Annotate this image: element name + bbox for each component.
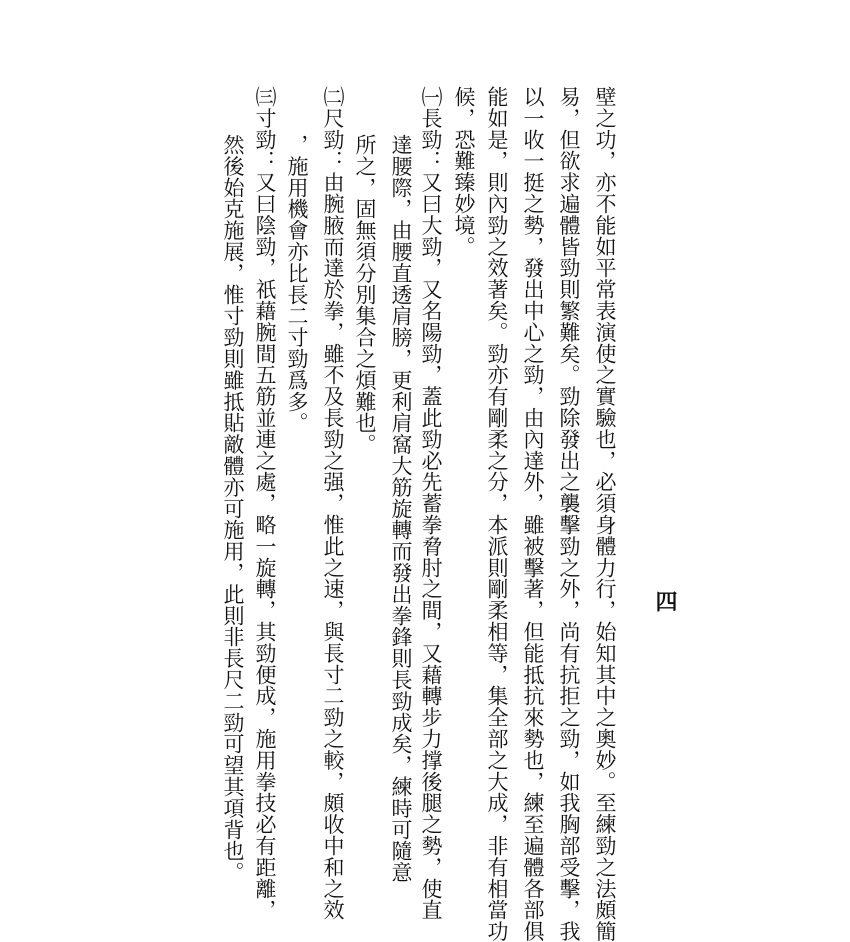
text-column-4: 能如是，則內勁之效著矣。勁亦有剛柔之分，本派則剛柔相等，集全部之大成，非有相當功 [485,86,509,942]
text-column-1: 壁之功，亦不能如平常表演使之實驗也，必須身體力行，始知其中之奧妙。至練勁之法頗簡 [593,86,617,942]
long-force-continuation-2: 所之，固無須分別集合之煩難也。 [353,134,377,455]
text-column-5: 候，恐難臻妙境。 [452,86,476,258]
foot-force-continuation: ，施用機會亦比長二寸勁爲多。 [285,134,309,434]
page-number: 四 [652,590,678,612]
inch-force-heading-column: ㈢寸勁：又曰陰勁，祇藉腕間五筋並連之處，略一旋轉，其勁便成，施用拳技必有距離， [253,86,277,921]
inch-force-continuation: 然後始克施展，惟寸勁則雖抵貼敵體亦可施用，此則非長尺二勁可望其項背也。 [221,134,245,883]
foot-force-heading-column: ㈡尺勁：由腕腋而達於拳，雖不及長勁之强，惟此之速，與長寸二勁之較，頗收中和之效 [321,86,345,921]
long-force-heading-column: ㈠長勁：又曰大勁，又名陽勁，蓋此勁必先蓄拳脅肘之間，又藉轉步力撑後腿之勢，使直 [419,86,443,921]
text-column-2: 易，但欲求遍體皆勁則繁難矣。勁除發出之襲擊勁之外，尚有抗拒之勁，如我胸部受擊，我 [557,86,581,942]
long-force-continuation-1: 達腰際，由腰直透肩膀，更利肩窩大筋旋轉而發出拳鋒則長勁成矣，練時可隨意 [389,134,413,883]
text-column-3: 以一收一挺之勢，發出中心之勁，由內達外，雖被擊著，但能抵抗來勢也，練至遍體各部俱 [521,86,545,942]
